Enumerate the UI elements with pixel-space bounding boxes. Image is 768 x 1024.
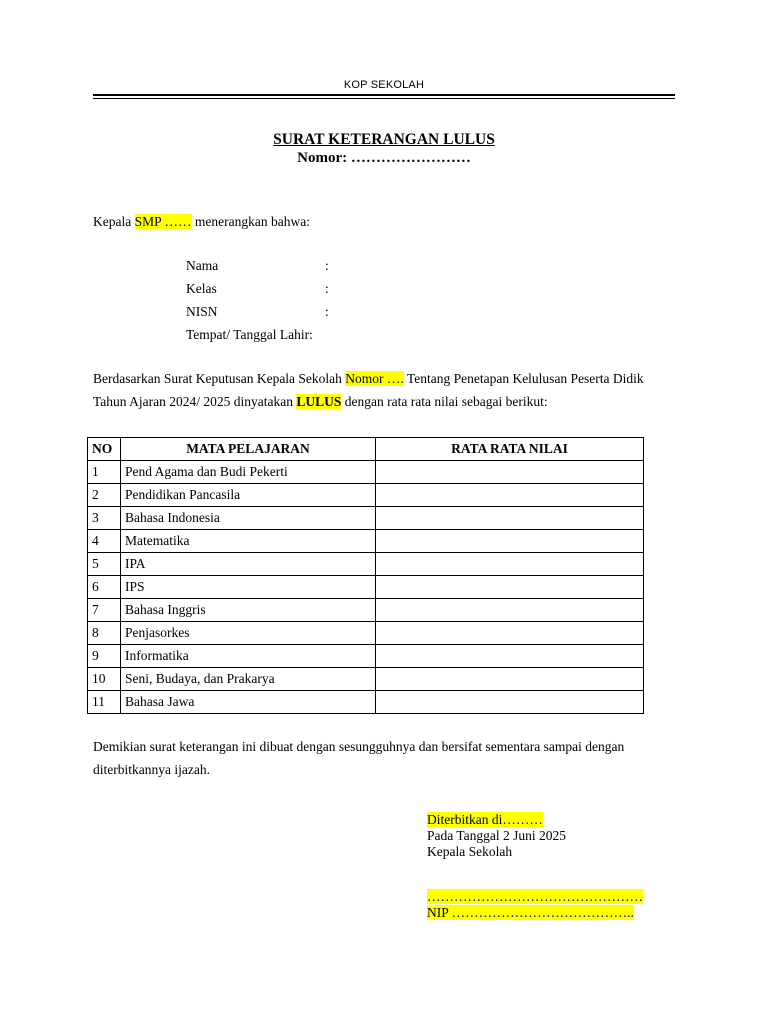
row-number: 6 — [88, 576, 121, 599]
average-value-cell — [376, 691, 644, 714]
table-header-row — [88, 438, 644, 461]
subject-name: Bahasa Inggris — [121, 599, 376, 622]
subject-name: Informatika — [121, 645, 376, 668]
decision-text-3: dengan rata rata nilai sebagai berikut: — [341, 394, 548, 409]
average-value-cell — [376, 507, 644, 530]
row-number: 10 — [88, 668, 121, 691]
table-row — [88, 645, 644, 668]
field-colon: : — [325, 281, 329, 296]
signer-name-line: ………………………………………… — [427, 889, 643, 904]
average-value-cell — [376, 576, 644, 599]
document-number: Nomor: …………………… — [297, 150, 471, 166]
row-number: 4 — [88, 530, 121, 553]
letterhead-rule-thin — [93, 98, 675, 99]
school-name-placeholder: SMP …… — [134, 214, 192, 229]
field-kelas — [186, 277, 486, 300]
table-row — [88, 622, 644, 645]
field-label: Kelas — [186, 281, 217, 296]
subject-name: Penjasorkes — [121, 622, 376, 645]
row-number: 5 — [88, 553, 121, 576]
subject-name: IPS — [121, 576, 376, 599]
subject-name: Seni, Budaya, dan Prakarya — [121, 668, 376, 691]
table-row — [88, 668, 644, 691]
signature-block — [427, 812, 643, 921]
decision-paragraph — [93, 367, 653, 413]
row-number: 7 — [88, 599, 121, 622]
subject-name: Matematika — [121, 530, 376, 553]
average-value-cell — [376, 599, 644, 622]
grades-table — [87, 437, 644, 714]
intro-post: menerangkan bahwa: — [191, 214, 310, 229]
decree-number-placeholder: Nomor …. — [345, 371, 404, 386]
field-nisn — [186, 300, 486, 323]
row-number: 3 — [88, 507, 121, 530]
subject-name: Pendidikan Pancasila — [121, 484, 376, 507]
row-number: 11 — [88, 691, 121, 714]
row-number: 9 — [88, 645, 121, 668]
issued-date: Pada Tanggal 2 Juni 2025 — [427, 828, 567, 843]
decision-text-2: Tentang Penetapan Kelulusan Peserta Didik Tahun Ajaran 2024/ 2025 dinyatakan — [93, 371, 644, 409]
table-row — [88, 461, 644, 484]
table-row — [88, 691, 644, 714]
subject-name: IPA — [121, 553, 376, 576]
closing-paragraph: Demikian surat keterangan ini dibuat dengan sesungguhnya dan bersifat sementara sampai dengan diterbitkannya ijazah. — [93, 739, 625, 777]
subject-name: Bahasa Indonesia — [121, 507, 376, 530]
lulus-status: LULUS — [296, 394, 342, 409]
letterhead-rule-thick — [93, 94, 675, 96]
table-body — [88, 461, 644, 714]
row-number: 2 — [88, 484, 121, 507]
field-label: Tempat/ Tanggal Lahir: — [186, 327, 313, 342]
average-value-cell — [376, 645, 644, 668]
average-value-cell — [376, 622, 644, 645]
field-label: Nama — [186, 258, 219, 273]
letterhead-text: KOP SEKOLAH — [343, 79, 425, 91]
field-colon: : — [325, 304, 329, 319]
header-subject: MATA PELAJARAN — [121, 438, 376, 461]
table-row — [88, 507, 644, 530]
table-row — [88, 530, 644, 553]
signer-role: Kepala Sekolah — [427, 844, 513, 859]
intro-pre: Kepala — [93, 214, 135, 229]
decision-text-1: Berdasarkan Surat Keputusan Kepala Sekolah — [93, 371, 346, 386]
average-value-cell — [376, 668, 644, 691]
field-label: NISN — [186, 304, 218, 319]
average-value-cell — [376, 530, 644, 553]
row-number: 1 — [88, 461, 121, 484]
subject-name: Pend Agama dan Budi Pekerti — [121, 461, 376, 484]
table-row — [88, 553, 644, 576]
field-ttl — [186, 323, 486, 346]
average-value-cell — [376, 553, 644, 576]
average-value-cell — [376, 461, 644, 484]
average-value-cell — [376, 484, 644, 507]
subject-name: Bahasa Jawa — [121, 691, 376, 714]
field-colon: : — [325, 258, 329, 273]
field-nama — [186, 254, 486, 277]
intro-paragraph — [93, 210, 653, 233]
table-row — [88, 599, 644, 622]
student-fields — [186, 254, 486, 346]
row-number: 8 — [88, 622, 121, 645]
header-no: NO — [88, 438, 121, 461]
table-row — [88, 484, 644, 507]
table-row — [88, 576, 644, 599]
signer-nip: NIP ………………………………….. — [427, 905, 634, 920]
issued-place: Diterbitkan di……… — [427, 812, 543, 827]
document-title: SURAT KETERANGAN LULUS — [273, 131, 495, 148]
header-average: RATA RATA NILAI — [376, 438, 644, 461]
